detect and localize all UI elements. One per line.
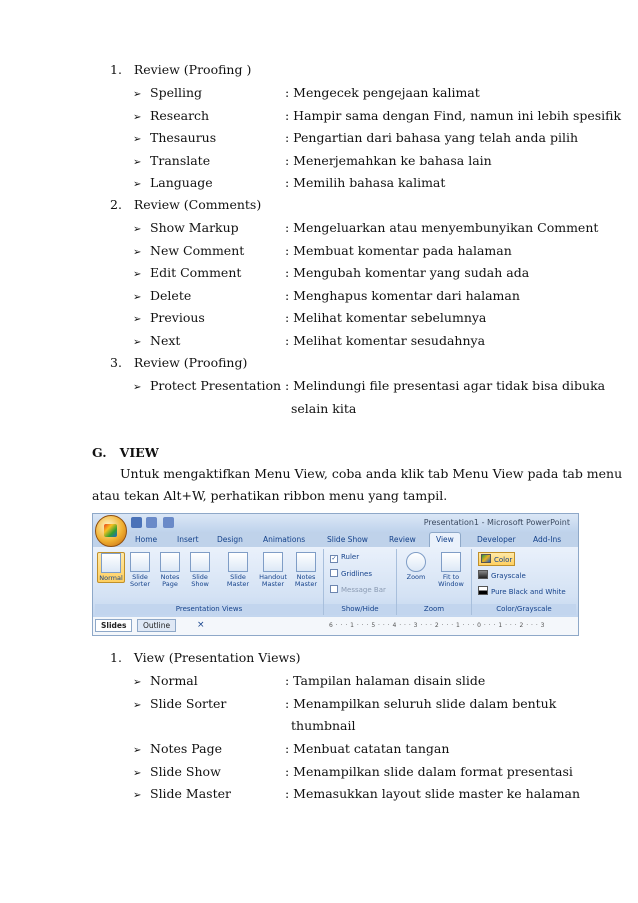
group-show-hide (324, 549, 397, 615)
bw-swatch-icon (478, 586, 488, 595)
section-1-heading: 1. Review (Proofing ) (110, 62, 252, 77)
section-3-heading: 3. Review (Proofing) (110, 355, 248, 370)
color-button[interactable]: Color (478, 552, 515, 566)
group-presentation-views (95, 549, 324, 615)
slide-sorter-icon (130, 552, 150, 572)
group-label: Presentation Views (95, 604, 323, 615)
checkmark-icon: ✓ (331, 555, 337, 562)
tab-insert[interactable]: Insert (177, 535, 199, 544)
slide-show-button[interactable]: Slide Show (187, 552, 213, 588)
outline-pane-tab[interactable]: Outline (137, 619, 176, 632)
list-item-desc: : Menampilkan slide dalam format presentasi (285, 764, 573, 779)
list-item: ➢ Translate (133, 153, 211, 168)
view-section-heading: 1. View (Presentation Views) (110, 650, 301, 665)
list-item-desc: : Tampilan halaman disain slide (285, 673, 486, 688)
list-item: ➢ Slide Master (133, 786, 231, 801)
gridlines-checkbox[interactable]: Gridlines (330, 569, 372, 578)
message-bar-checkbox: Message Bar (330, 585, 386, 594)
slide-master-button[interactable]: Slide Master (225, 552, 251, 588)
list-item: ➢ Slide Show (133, 764, 221, 779)
arrow-bullet-icon: ➢ (133, 677, 142, 688)
arrow-bullet-icon: ➢ (133, 314, 142, 325)
close-pane-icon[interactable]: × (197, 620, 205, 630)
list-item-desc: : Menerjemahkan ke bahasa lain (285, 153, 492, 168)
list-item-desc: : Menampilkan seluruh slide dalam bentuk (285, 696, 557, 711)
handout-master-icon (263, 552, 283, 572)
tab-add-ins[interactable]: Add-Ins (533, 535, 562, 544)
list-item: ➢ Normal (133, 673, 198, 688)
list-item: ➢ Research (133, 108, 210, 123)
section-2-heading: 2. Review (Comments) (110, 197, 262, 212)
notes-page-button[interactable]: Notes Page (157, 552, 183, 588)
list-item: ➢ Slide Sorter (133, 696, 227, 711)
tab-home[interactable]: Home (135, 535, 158, 544)
notes-master-icon (296, 552, 316, 572)
group-label: Color/Grayscale (472, 604, 576, 615)
zoom-button[interactable]: Zoom (403, 552, 429, 581)
group-label: Zoom (397, 604, 471, 615)
list-item-desc: : Memasukkan layout slide master ke halaman (285, 786, 580, 801)
tab-review[interactable]: Review (389, 535, 416, 544)
fit-to-window-button[interactable]: Fit to Window (435, 552, 467, 588)
list-item: ➢ Language (133, 175, 213, 190)
list-item: ➢ Show Markup (133, 220, 239, 235)
list-item-desc: : Memilih bahasa kalimat (285, 175, 446, 190)
slide-master-icon (228, 552, 248, 572)
list-item-desc: : Hampir sama dengan Find, namun ini lebih spesifik (285, 108, 622, 123)
list-item-desc: : Menghapus komentar dari halaman (285, 288, 520, 303)
office-button[interactable] (95, 515, 127, 547)
title-bar (93, 514, 578, 532)
list-item-desc-cont: selain kita (291, 401, 357, 416)
arrow-bullet-icon: ➢ (133, 382, 142, 393)
list-item-desc: : Membuat komentar pada halaman (285, 243, 512, 258)
list-item-desc: : Melindungi file presentasi agar tidak bisa dibuka (285, 378, 606, 393)
list-item: ➢ Delete (133, 288, 192, 303)
tab-slide-show[interactable]: Slide Show (327, 535, 368, 544)
group-zoom (397, 549, 472, 615)
tab-animations[interactable]: Animations (263, 535, 306, 544)
list-item-desc: : Pengartian dari bahasa yang telah anda pilih (285, 130, 579, 145)
slides-pane-bar (93, 617, 578, 635)
ruler-checkbox[interactable]: ✓ Ruler (331, 553, 360, 562)
redo-icon[interactable] (163, 517, 174, 528)
list-item-desc: : Melihat komentar sebelumnya (285, 310, 487, 325)
notes-master-button[interactable]: Notes Master (293, 552, 319, 588)
app-title: Presentation1 - Microsoft PowerPoint (423, 518, 570, 527)
list-item: ➢ Previous (133, 310, 205, 325)
arrow-bullet-icon: ➢ (133, 179, 142, 190)
ribbon-groups (93, 547, 578, 617)
magnifier-icon (406, 552, 426, 572)
slides-pane-tab[interactable]: Slides (95, 619, 132, 632)
section-g-heading: G. VIEW (92, 445, 159, 460)
tab-view[interactable]: View (429, 532, 461, 547)
list-item: ➢ New Comment (133, 243, 245, 258)
arrow-bullet-icon: ➢ (133, 292, 142, 303)
list-item-desc: : Mengubah komentar yang sudah ada (285, 265, 530, 280)
group-color-grayscale (472, 549, 576, 615)
arrow-bullet-icon: ➢ (133, 112, 142, 123)
normal-view-button[interactable]: Normal (97, 552, 125, 583)
list-item-desc: : Mengecek pengejaan kalimat (285, 85, 480, 100)
list-item-desc: : Melihat komentar sesudahnya (285, 333, 486, 348)
list-item-desc-cont: thumbnail (291, 718, 356, 733)
list-item: ➢ Notes Page (133, 741, 222, 756)
slide-sorter-button[interactable]: Slide Sorter (127, 552, 153, 588)
handout-master-button[interactable]: Handout Master (257, 552, 289, 588)
list-item: ➢ Spelling (133, 85, 203, 100)
arrow-bullet-icon: ➢ (133, 134, 142, 145)
slide-show-icon (190, 552, 210, 572)
notes-page-icon (160, 552, 180, 572)
list-item: ➢ Edit Comment (133, 265, 242, 280)
arrow-bullet-icon: ➢ (133, 790, 142, 801)
arrow-bullet-icon: ➢ (133, 745, 142, 756)
group-label: Show/Hide (324, 604, 396, 615)
list-item: ➢ Thesaurus (133, 130, 217, 145)
ruler: 6 · · · 1 · · · 5 · · · 4 · · · 3 · · · 2 · · · 1 · · · 0 · · · 1 · · · 2 · · · 3 (329, 622, 545, 629)
paragraph-line-2: atau tekan Alt+W, perhatikan ribbon menu yang tampil. (92, 488, 448, 503)
pure-black-white-button[interactable]: Pure Black and White (478, 586, 566, 596)
arrow-bullet-icon: ➢ (133, 89, 142, 100)
grayscale-swatch-icon (478, 570, 488, 579)
color-swatch-icon (481, 554, 491, 563)
list-item: ➢ Protect Presentation (133, 378, 282, 393)
tab-design[interactable]: Design (217, 535, 243, 544)
arrow-bullet-icon: ➢ (133, 269, 142, 280)
arrow-bullet-icon: ➢ (133, 768, 142, 779)
undo-icon[interactable] (146, 517, 157, 528)
save-icon[interactable] (131, 517, 142, 528)
paragraph-line-1: Untuk mengaktifkan Menu View, coba anda klik tab Menu View pada tab menu (120, 466, 623, 481)
grayscale-button[interactable]: Grayscale (478, 570, 526, 580)
office-logo-icon (104, 524, 117, 537)
list-item-desc: : Mengeluarkan atau menyembunyikan Comment (285, 220, 599, 235)
fit-window-icon (441, 552, 461, 572)
powerpoint-ribbon-screenshot (92, 513, 579, 636)
arrow-bullet-icon: ➢ (133, 247, 142, 258)
list-item: ➢ Next (133, 333, 181, 348)
tab-developer[interactable]: Developer (477, 535, 516, 544)
normal-view-icon (101, 553, 121, 573)
list-item-desc: : Menbuat catatan tangan (285, 741, 450, 756)
arrow-bullet-icon: ➢ (133, 337, 142, 348)
arrow-bullet-icon: ➢ (133, 157, 142, 168)
arrow-bullet-icon: ➢ (133, 224, 142, 235)
arrow-bullet-icon: ➢ (133, 700, 142, 711)
ribbon-tab-row (93, 532, 578, 547)
